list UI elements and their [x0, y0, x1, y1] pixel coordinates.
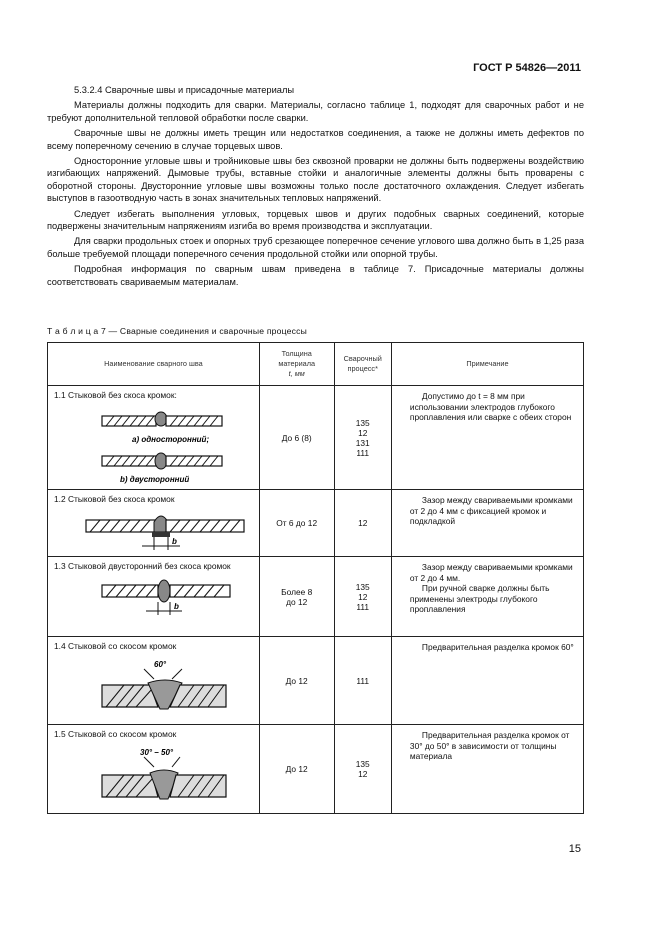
- process-code: 12: [358, 427, 368, 438]
- process-cell: [334, 386, 391, 490]
- table-caption: Т а б л и ц а 7 — Сварные соединения и сварочные процессы: [47, 326, 308, 336]
- label-a: a) односторонний;: [132, 435, 210, 444]
- process-code: 111: [356, 601, 370, 612]
- process-code: 12: [358, 591, 368, 602]
- weld-diagram-1-2: [54, 508, 254, 556]
- thickness-cell: [259, 557, 334, 637]
- plate-right: [170, 685, 226, 707]
- paragraph: Для сварки продольных стоек и опорных труб срезающее поперечное сечение углового шва должно быть в 1,25 раза больше требуемой площади поперечного сечения продольной стойки или опорной трубы.: [47, 236, 584, 259]
- table-row: [48, 725, 584, 814]
- weld-name-cell: [48, 386, 260, 490]
- note-cell: Предварительная разделка кромок 60°: [391, 637, 583, 725]
- weld-diagram-1-4: [54, 655, 254, 723]
- label-b: b) двусторонний: [120, 475, 190, 484]
- thickness-cell: До 12: [259, 725, 334, 814]
- note-cell: [391, 557, 583, 637]
- welds-table: [47, 342, 584, 814]
- table-row: [48, 637, 584, 725]
- weld-name: 1.5 Стыковой со скосом кромок: [54, 729, 177, 739]
- plate-left: [102, 585, 158, 597]
- weld-name-cell: [48, 637, 260, 725]
- paragraph: Сварочные швы не должны иметь трещин или недостатков соединения, а также не должны иметь дефектов по всему поперечному сечению в случае торцевых швов.: [47, 128, 584, 151]
- thickness-line: до 12: [286, 596, 308, 607]
- plate-left: [86, 520, 156, 532]
- angle-label: 30° – 50°: [140, 748, 174, 757]
- header-thickness-unit: t, мм: [288, 369, 305, 378]
- header-process-line: Сварочный: [343, 354, 382, 363]
- plate-right: [166, 416, 222, 426]
- header-thickness-line: Толщина: [281, 349, 312, 358]
- weld-name: 1.2 Стыковой без скоса кромок: [54, 494, 175, 504]
- weld-name: 1.4 Стыковой со скосом кромок: [54, 641, 177, 651]
- document-header: ГОСТ Р 54826—2011: [473, 62, 581, 74]
- section-title: 5.3.2.4 Сварочные швы и присадочные материалы: [74, 85, 295, 95]
- plate-left: [102, 775, 158, 797]
- process-code: 135: [355, 759, 370, 769]
- paragraph: Материалы должны подходить для сварки. Материалы, согласно таблице 1, подходят для сварочных работ и не требуют дополнительной тепловой обработки после сварки.: [47, 100, 584, 123]
- note-cell: Предварительная разделка кромок от 30° до 50° в зависимости от толщины материала: [391, 725, 583, 814]
- header-process: [334, 343, 391, 386]
- plate-right: [170, 585, 230, 597]
- process-code: 111: [356, 447, 370, 458]
- weld-name-cell: [48, 490, 260, 557]
- process-cell: [334, 557, 391, 637]
- note-line: Зазор между свариваемыми кромками от 2 до 4 мм.: [409, 562, 573, 583]
- thickness-cell: До 6 (8): [259, 386, 334, 490]
- plate-right: [170, 775, 226, 797]
- section-body: [47, 84, 584, 291]
- weld-diagram-1-3: [54, 575, 254, 627]
- backing-strip: [152, 532, 170, 537]
- weld-bead: [158, 580, 170, 602]
- process-cell: [334, 725, 391, 814]
- weld-name-cell: [48, 557, 260, 637]
- header-note: Примечание: [391, 343, 583, 386]
- dim-label: b: [174, 602, 179, 611]
- weld-bead: [155, 412, 167, 426]
- thickness-line: Более 8: [281, 586, 313, 597]
- process-code: 135: [355, 581, 370, 592]
- plate-right: [166, 456, 222, 466]
- dim-label: b: [172, 537, 177, 546]
- thickness-cell: До 12: [259, 637, 334, 725]
- weld-name: 1.1 Стыковой без скоса кромок:: [54, 390, 177, 400]
- process-code: 12: [358, 769, 368, 779]
- weld-diagram-1-5: [54, 743, 254, 813]
- plate-left: [102, 685, 158, 707]
- paragraph: Следует избегать выполнения угловых, торцевых швов и других подобных сварных соединений, которые подвержены значительным напряжениям изгиба во время производства и эксплуатации.: [47, 208, 584, 232]
- note-cell: Допустимо до t = 8 мм при использовании электродов глубокого проплавления или сварке с обеих сторон: [391, 386, 583, 490]
- angle-line: [144, 757, 154, 767]
- table-header-row: [48, 343, 584, 386]
- plate-right: [166, 520, 244, 532]
- plate-left: [102, 456, 156, 466]
- weld-name-cell: [48, 725, 260, 814]
- page-number: 15: [568, 843, 581, 855]
- process-cell: 12: [334, 490, 391, 557]
- process-code: 135: [355, 417, 370, 428]
- header-process-line: процесс*: [347, 364, 378, 373]
- paragraph: Односторонние угловые швы и тройниковые швы без сквозной проварки не должны быть подвержены воздействию изгибающих напряжений. Дымовые трубы, вставные стойки и аналогичные элементы должны быть проварены с оборотной стороны. Двусторонние угловые швы возможны только после достаточного охлаждения. Следует избегать выступов в газоотводную часть в зонах значительных тепловых напряжений.: [47, 156, 584, 204]
- process-cell: 111: [334, 637, 391, 725]
- table-row: [48, 490, 584, 557]
- table-row: [48, 386, 584, 490]
- thickness-cell: От 6 до 12: [259, 490, 334, 557]
- angle-line: [172, 669, 182, 679]
- weld-bead: [155, 453, 167, 469]
- weld-name: 1.3 Стыковой двусторонний без скоса кромок: [54, 561, 231, 571]
- header-name: Наименование сварного шва: [48, 343, 260, 386]
- weld-diagram-1-1: [54, 404, 254, 488]
- note-line: При ручной сварке должны быть применены электроды глубокого проплавления: [409, 583, 550, 614]
- note-cell: Зазор между свариваемыми кромками от 2 до 4 мм с фиксацией кромок и подкладкой: [391, 490, 583, 557]
- table-row: [48, 557, 584, 637]
- angle-line: [144, 669, 154, 679]
- process-code: 131: [355, 437, 370, 448]
- header-thickness: [259, 343, 334, 386]
- angle-line: [172, 757, 180, 767]
- plate-left: [102, 416, 156, 426]
- angle-label: 60°: [154, 660, 167, 669]
- paragraph: Подробная информация по сварным швам приведена в таблице 7. Присадочные материалы должны соответствовать свариваемым материалам.: [47, 264, 584, 287]
- header-thickness-line: материала: [278, 359, 316, 368]
